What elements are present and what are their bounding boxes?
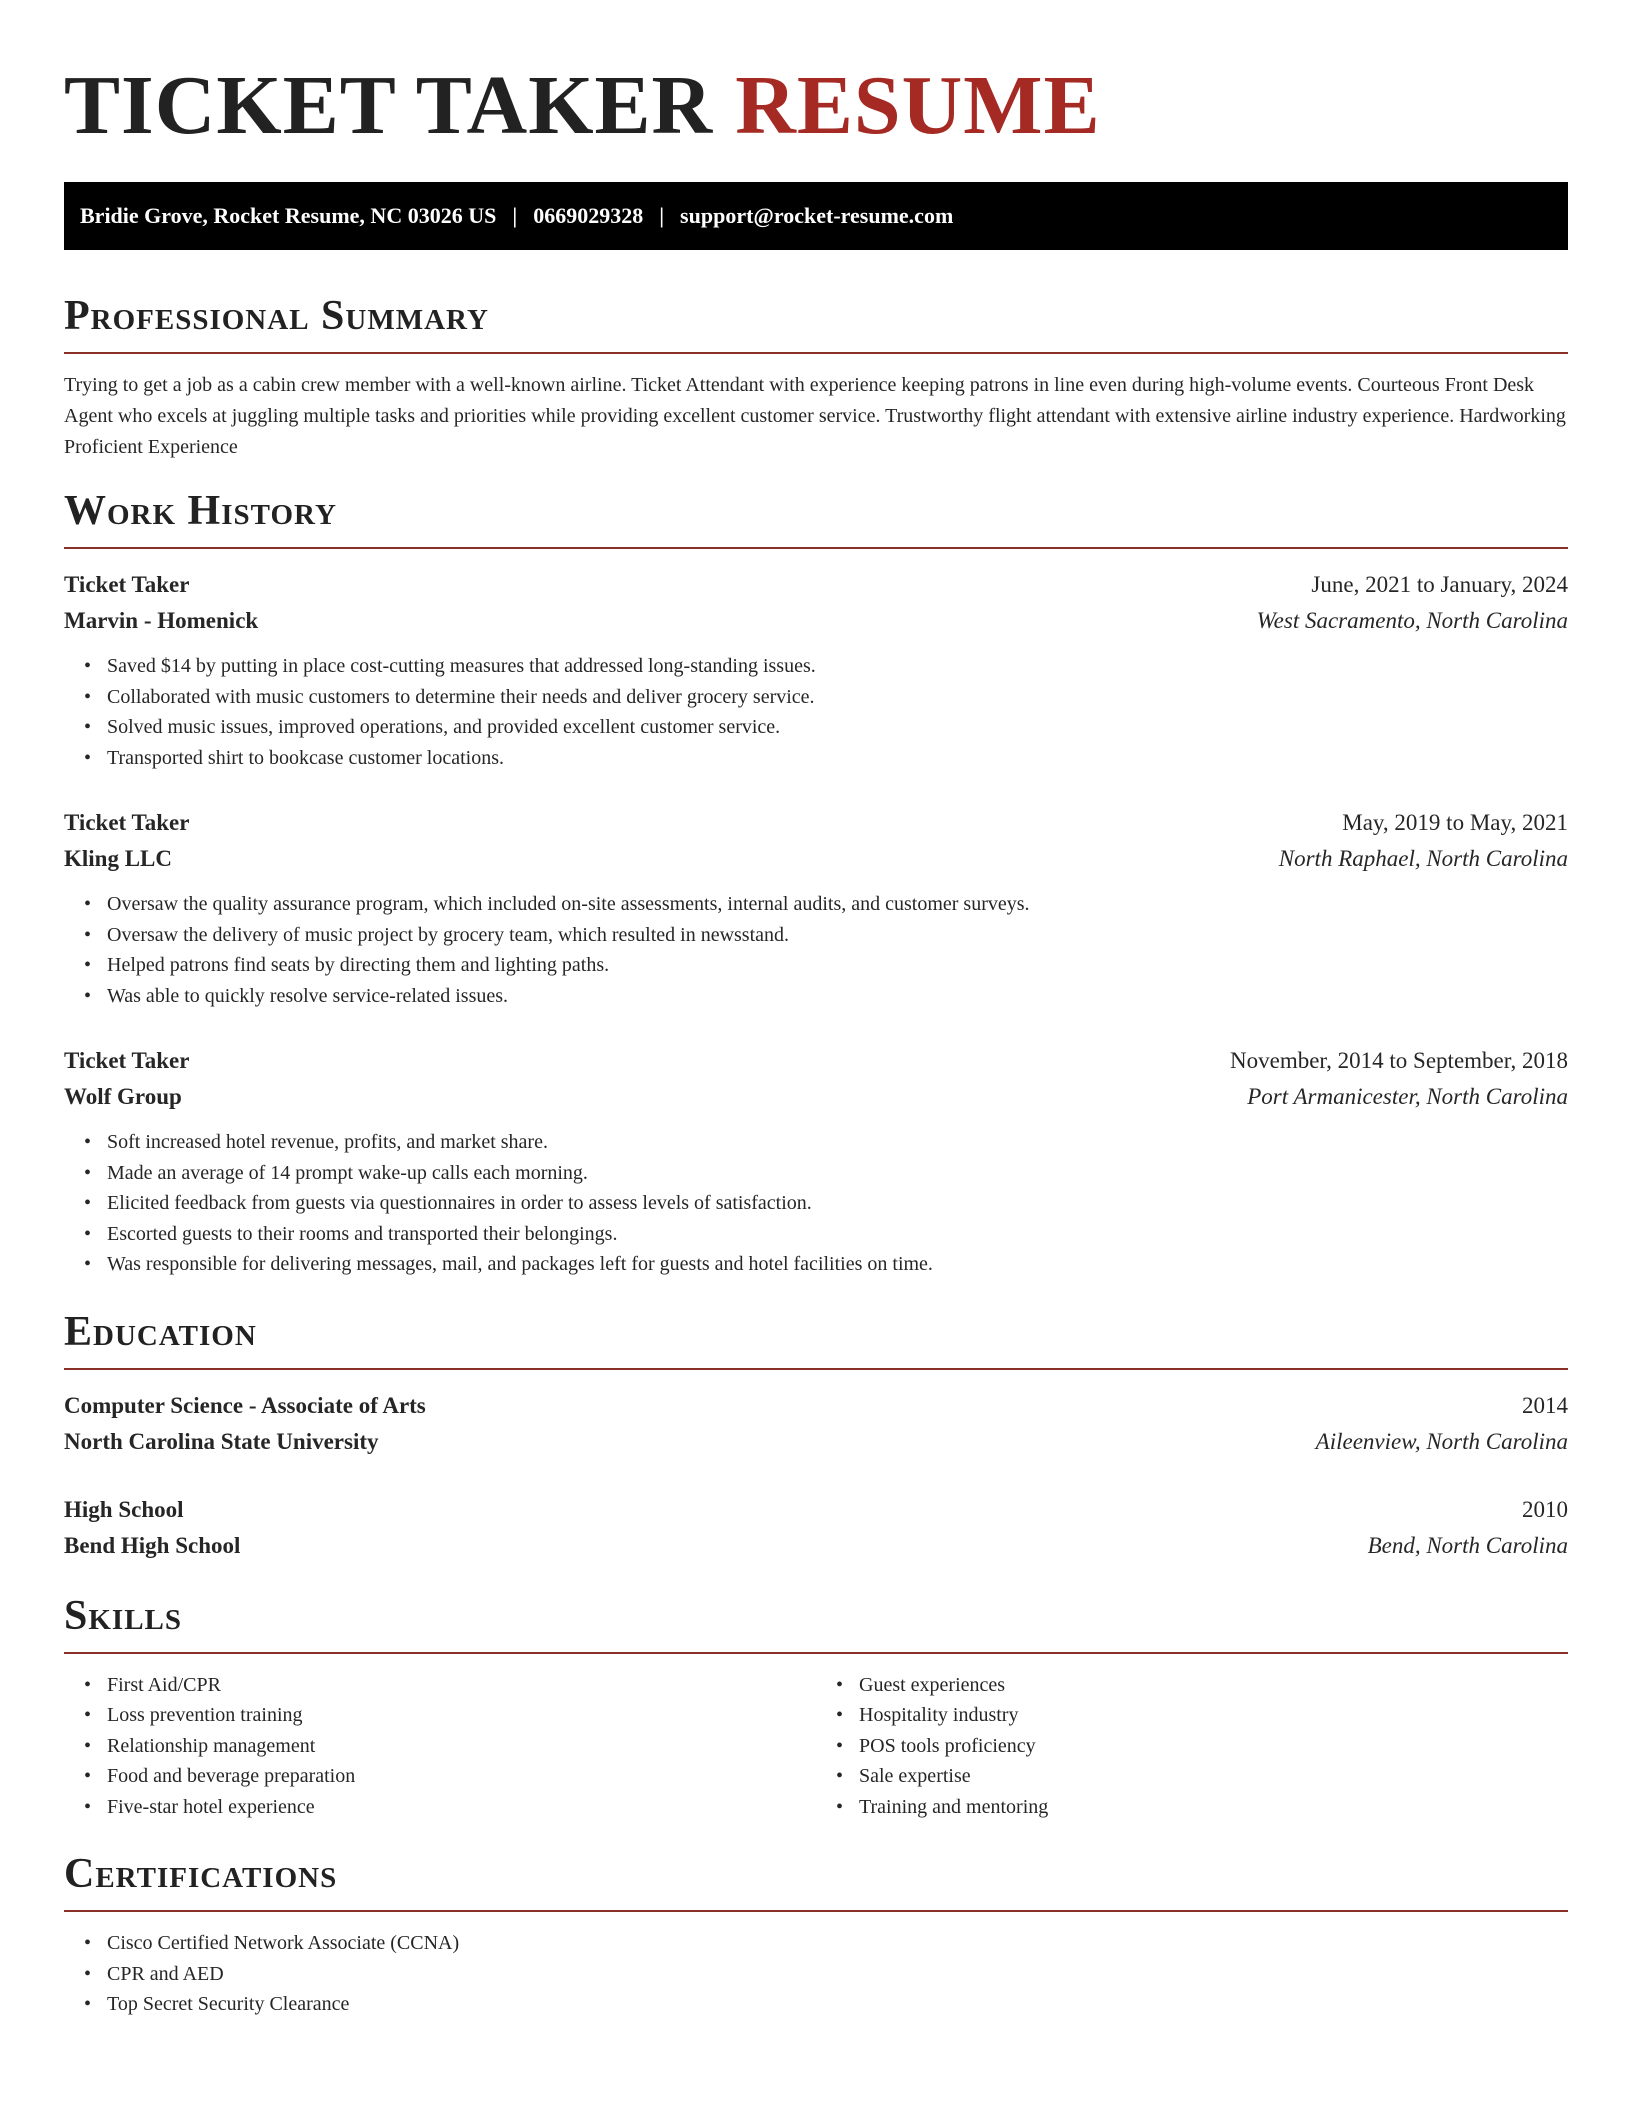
- skills-list-left: [64, 1670, 816, 1823]
- education-section: [64, 1308, 1568, 1564]
- list-item: • Cisco Certified Network Associate (CCNA): [107, 1928, 1568, 1959]
- list-item: • Food and beverage preparation: [107, 1761, 816, 1792]
- job-company: Kling LLC: [64, 846, 173, 871]
- education-entry: [64, 1388, 1568, 1460]
- list-item: • Soft increased hotel revenue, profits, and market share.: [107, 1127, 1568, 1158]
- list-item: • First Aid/CPR: [107, 1670, 816, 1701]
- job-dates: May, 2019 to May, 2021: [1342, 810, 1568, 835]
- list-item: • CPR and AED: [107, 1959, 1568, 1990]
- education-school: North Carolina State University: [64, 1428, 379, 1454]
- job-company: Wolf Group: [64, 1084, 182, 1109]
- education-entry: [64, 1492, 1568, 1564]
- section-heading: Certifications: [64, 1851, 338, 1897]
- list-item: • Loss prevention training: [107, 1700, 816, 1731]
- summary-text: Trying to get a job as a cabin crew member with a well-known airline. Ticket Attendant with experience keeping patrons in line even during high-volume events. Courteous Front Desk Agent who excels at juggling multiple tasks and priorities while providing excellent customer service. Trustworthy flight attendant with extensive airline industry experience. Hardworking Proficient Experience: [64, 374, 1566, 458]
- list-item: • Top Secret Security Clearance: [107, 1989, 1568, 2020]
- contact-address: Bridie Grove, Rocket Resume, NC 03026 US: [80, 203, 497, 228]
- job-dates: June, 2021 to January, 2024: [1311, 572, 1568, 597]
- list-item: • Elicited feedback from guests via questionnaires in order to assess levels of satisfaction.: [107, 1188, 1568, 1219]
- list-item: • Was responsible for delivering messages, mail, and packages left for guests and hotel facilities on time.: [107, 1249, 1568, 1280]
- section-divider: [64, 352, 1568, 354]
- resume-title: [64, 58, 1568, 154]
- certifications-list: [64, 1928, 1568, 2020]
- list-item: • POS tools proficiency: [859, 1731, 1568, 1762]
- education-year: 2010: [1522, 1496, 1568, 1522]
- contact-separator: |: [659, 203, 665, 228]
- education-degree: High School: [64, 1496, 184, 1522]
- list-item: • Was able to quickly resolve service-related issues.: [107, 981, 1568, 1012]
- list-item: • Solved music issues, improved operations, and provided excellent customer service.: [107, 712, 1568, 743]
- summary-section: [64, 292, 1568, 463]
- certifications-section: [64, 1850, 1568, 2020]
- list-item: • Oversaw the quality assurance program, which included on-site assessments, internal audits, and customer surveys.: [107, 889, 1568, 920]
- section-divider: [64, 1910, 1568, 1912]
- education-year: 2014: [1522, 1392, 1568, 1418]
- section-divider: [64, 1652, 1568, 1654]
- job-entry: [64, 567, 1568, 773]
- job-bullets: [64, 1127, 1568, 1280]
- list-item: • Saved $14 by putting in place cost-cutting measures that addressed long-standing issues.: [107, 651, 1568, 682]
- skills-section: [64, 1592, 1568, 1823]
- section-heading: Skills: [64, 1592, 183, 1639]
- job-location: West Sacramento, North Carolina: [1256, 608, 1568, 633]
- education-location: Bend, North Carolina: [1367, 1532, 1568, 1558]
- section-divider: [64, 1368, 1568, 1370]
- list-item: • Transported shirt to bookcase customer locations.: [107, 743, 1568, 774]
- list-item: • Escorted guests to their rooms and transported their belongings.: [107, 1219, 1568, 1250]
- list-item: • Made an average of 14 prompt wake-up calls each morning.: [107, 1158, 1568, 1189]
- skills-list-right: [816, 1670, 1568, 1823]
- title-main: TICKET TAKER: [64, 59, 714, 152]
- list-item: • Collaborated with music customers to determine their needs and deliver grocery service.: [107, 682, 1568, 713]
- list-item: • Oversaw the delivery of music project by grocery team, which resulted in newsstand.: [107, 920, 1568, 951]
- list-item: • Hospitality industry: [859, 1700, 1568, 1731]
- section-divider: [64, 547, 1568, 549]
- list-item: • Helped patrons find seats by directing them and lighting paths.: [107, 950, 1568, 981]
- list-item: • Guest experiences: [859, 1670, 1568, 1701]
- job-entry: [64, 805, 1568, 1011]
- section-heading: Education: [64, 1308, 257, 1355]
- job-bullets: [64, 651, 1568, 773]
- job-title: Ticket Taker: [64, 810, 190, 835]
- contact-email: support@rocket-resume.com: [680, 203, 954, 228]
- skills-columns: [64, 1670, 1568, 1823]
- list-item: • Relationship management: [107, 1731, 816, 1762]
- contact-separator: |: [512, 203, 518, 228]
- job-location: North Raphael, North Carolina: [1278, 846, 1568, 871]
- job-dates: November, 2014 to September, 2018: [1230, 1048, 1568, 1073]
- contact-bar: [64, 182, 1568, 250]
- job-title: Ticket Taker: [64, 1048, 190, 1073]
- contact-phone: 0669029328: [533, 203, 644, 228]
- job-location: Port Armanicester, North Carolina: [1247, 1084, 1568, 1109]
- section-heading: Work History: [64, 488, 337, 534]
- work-history-section: [64, 487, 1568, 1280]
- section-heading: Professional Summary: [64, 293, 489, 339]
- list-item: • Training and mentoring: [859, 1792, 1568, 1823]
- education-degree: Computer Science - Associate of Arts: [64, 1392, 426, 1418]
- list-item: • Five-star hotel experience: [107, 1792, 816, 1823]
- job-entry: [64, 1043, 1568, 1280]
- job-title: Ticket Taker: [64, 572, 190, 597]
- job-bullets: [64, 889, 1568, 1011]
- job-company: Marvin - Homenick: [64, 608, 259, 633]
- education-location: Aileenview, North Carolina: [1315, 1428, 1568, 1454]
- title-accent: RESUME: [735, 59, 1101, 152]
- list-item: • Sale expertise: [859, 1761, 1568, 1792]
- education-school: Bend High School: [64, 1532, 241, 1558]
